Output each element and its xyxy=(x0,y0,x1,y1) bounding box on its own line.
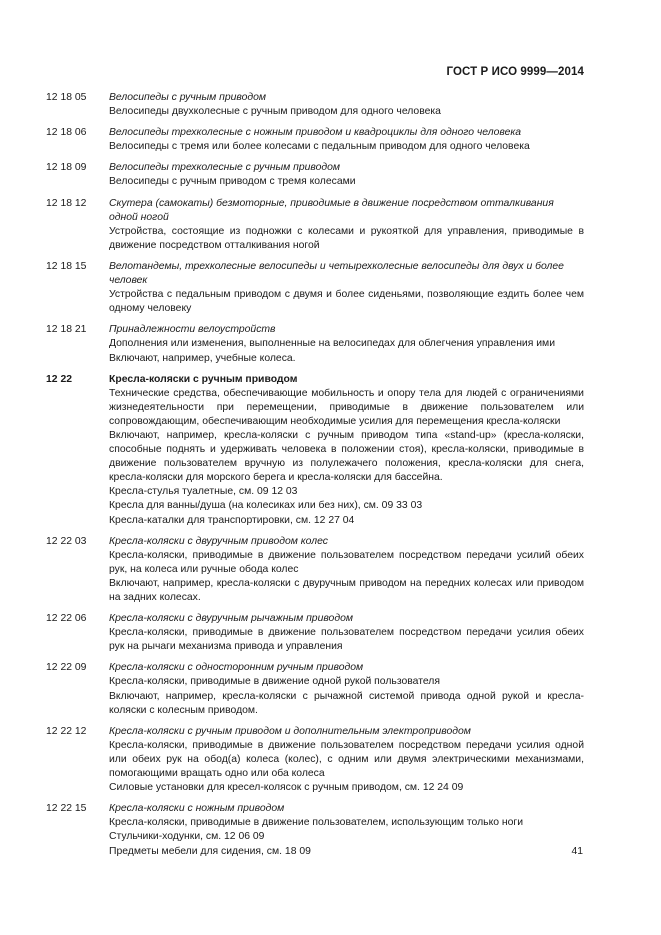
entry-code: 12 22 06 xyxy=(46,613,87,625)
entry-body xyxy=(109,725,584,795)
entry-description: Включают, например, учебные колеса. xyxy=(109,352,296,364)
entry-description: Силовые установки для кресел-колясок с ручным приводом, см. 12 24 09 xyxy=(109,782,464,794)
entry-code: 12 18 09 xyxy=(46,162,87,174)
entry-code: 12 22 15 xyxy=(46,803,87,815)
entry-description: Кресла-коляски, приводимые в движение одной рукой пользователя xyxy=(109,676,440,688)
entry-description: Предметы мебели для сидения, см. 18 09 xyxy=(109,845,311,857)
entry-title: Скутера (самокаты) безмоторные, приводимые в движение посредством отталкивания одной ногой xyxy=(109,197,554,223)
entry-code: 12 18 06 xyxy=(46,127,87,139)
entry-title: Кресла-коляски с ножным приводом xyxy=(109,803,285,815)
entry-description: Велосипеды с тремя или более колесами с педальным приводом для одного человека xyxy=(109,141,530,153)
classification-entry xyxy=(46,612,584,654)
entry-description: Кресла-стулья туалетные, см. 09 12 03 xyxy=(109,486,298,498)
entry-body xyxy=(109,161,584,189)
classification-entry xyxy=(46,802,584,858)
entry-title: Кресла-коляски с двуручным приводом колес xyxy=(109,535,328,547)
entry-body xyxy=(109,612,584,654)
classification-entry xyxy=(46,260,584,316)
entry-body xyxy=(109,535,584,605)
entry-title: Кресла-коляски с ручным приводом и дополнительным электроприводом xyxy=(109,725,471,737)
classification-entry xyxy=(46,126,584,154)
entry-description: Технические средства, обеспечивающие мобильность и опору тела для людей с ограничениями жизнедеятельности при перемещении, приводимые в движение пользователем или сопровождающим, обеспечивающим необходимые усилия для перемещения кресла-коляски xyxy=(109,387,584,427)
entry-title: Велотандемы, трехколесные велосипеды и четырехколесные велосипеды для двух и более человек xyxy=(109,260,564,287)
entry-body xyxy=(109,373,584,528)
classification-entry xyxy=(46,725,584,795)
entry-title: Кресла-коляски с двуручным рычажным приводом xyxy=(109,613,353,625)
entry-title: Принадлежности велоустройств xyxy=(109,324,276,336)
classification-entry xyxy=(46,323,584,365)
entry-title: Велосипеды с ручным приводом xyxy=(109,92,266,103)
entry-body xyxy=(109,91,584,119)
entry-description: Устройства, состоящие из подножки с колесами и рукояткой для управления, приводимые в движение посредством отталкивания ногой xyxy=(109,225,584,251)
classification-entry xyxy=(46,91,584,119)
entry-description: Включают, например, кресла-коляски с рычажной системой привода одной рукой и кресла-коляски с колесным приводом. xyxy=(109,690,584,716)
entry-code: 12 18 12 xyxy=(46,197,87,209)
entry-description: Велосипеды с ручным приводом с тремя колесами xyxy=(109,176,356,188)
entry-body xyxy=(109,323,584,365)
classification-entry xyxy=(46,535,584,605)
classification-list xyxy=(46,91,584,866)
entry-title: Кресла-коляски с ручным приводом xyxy=(109,373,298,385)
entry-code: 12 18 15 xyxy=(46,260,87,272)
entry-code: 12 18 05 xyxy=(46,92,87,103)
page-header-standard: ГОСТ Р ИСО 9999—2014 xyxy=(446,66,584,78)
entry-body xyxy=(109,661,584,717)
entry-description: Дополнения или изменения, выполненные на велосипедах для облегчения управления ими xyxy=(109,338,555,350)
page-number: 41 xyxy=(571,846,583,857)
entry-title: Велосипеды трехколесные с ножным приводом и квадроциклы для одного человека xyxy=(109,127,522,139)
entry-code: 12 18 21 xyxy=(46,324,87,336)
entry-description: Стульчики-ходунки, см. 12 06 09 xyxy=(109,831,265,843)
entry-description: Включают, например, кресла-коляски с двуручным приводом на передних колесах или приводом на задних колесах. xyxy=(109,577,584,603)
entry-description: Кресла-каталки для транспортировки, см. 12 27 04 xyxy=(109,514,355,526)
entry-description: Включают, например, кресла-коляски с ручным приводом типа «stand-up» (кресла-коляски, способные поднять и удерживать человека в положении стоя), кресла-коляски, приводимые в движение пользователем вручную из полулежачего положения, кресла-коляски для снега, кресла-коляски для морского берега и кресла-коляски для бассейна. xyxy=(109,429,584,484)
entry-code: 12 22 xyxy=(46,373,73,385)
entry-description: Кресла-коляски, приводимые в движение пользователем посредством передачи усилий обеих рук, на колеса или ручные обода колес xyxy=(109,549,584,575)
entry-body xyxy=(109,197,584,253)
entry-body xyxy=(109,260,584,316)
entry-description: Кресла для ванны/душа (на колесиках или без них), см. 09 33 03 xyxy=(109,500,423,512)
entry-code: 12 22 09 xyxy=(46,662,87,674)
entry-description: Кресла-коляски, приводимые в движение пользователем, использующим только ноги xyxy=(109,817,524,829)
entry-description: Устройства с педальным приводом с двумя и более сиденьями, позволяющие ездить более чем одному человеку xyxy=(109,289,584,315)
entry-code: 12 22 12 xyxy=(46,725,87,737)
entry-description: Кресла-коляски, приводимые в движение пользователем посредством передачи усилия одной или обеих рук на обод(а) колеса (колес), с одним или двумя электрическими механизмами, помогающими вращать одно или оба колеса xyxy=(109,739,584,780)
entry-body xyxy=(109,126,584,154)
entry-title: Велосипеды трехколесные с ручным приводом xyxy=(109,162,341,174)
entry-body xyxy=(109,802,584,858)
classification-entry xyxy=(46,161,584,189)
entry-title: Кресла-коляски с односторонним ручным приводом xyxy=(109,662,364,674)
section-heading-entry xyxy=(46,373,584,528)
classification-entry xyxy=(46,661,584,717)
entry-description: Кресла-коляски, приводимые в движение пользователем посредством передачи усилия обеих рук на рычаги механизма привода и управления xyxy=(109,627,584,653)
classification-entry xyxy=(46,197,584,253)
entry-description: Велосипеды двухколесные с ручным приводом для одного человека xyxy=(109,106,441,118)
entry-code: 12 22 03 xyxy=(46,535,87,547)
